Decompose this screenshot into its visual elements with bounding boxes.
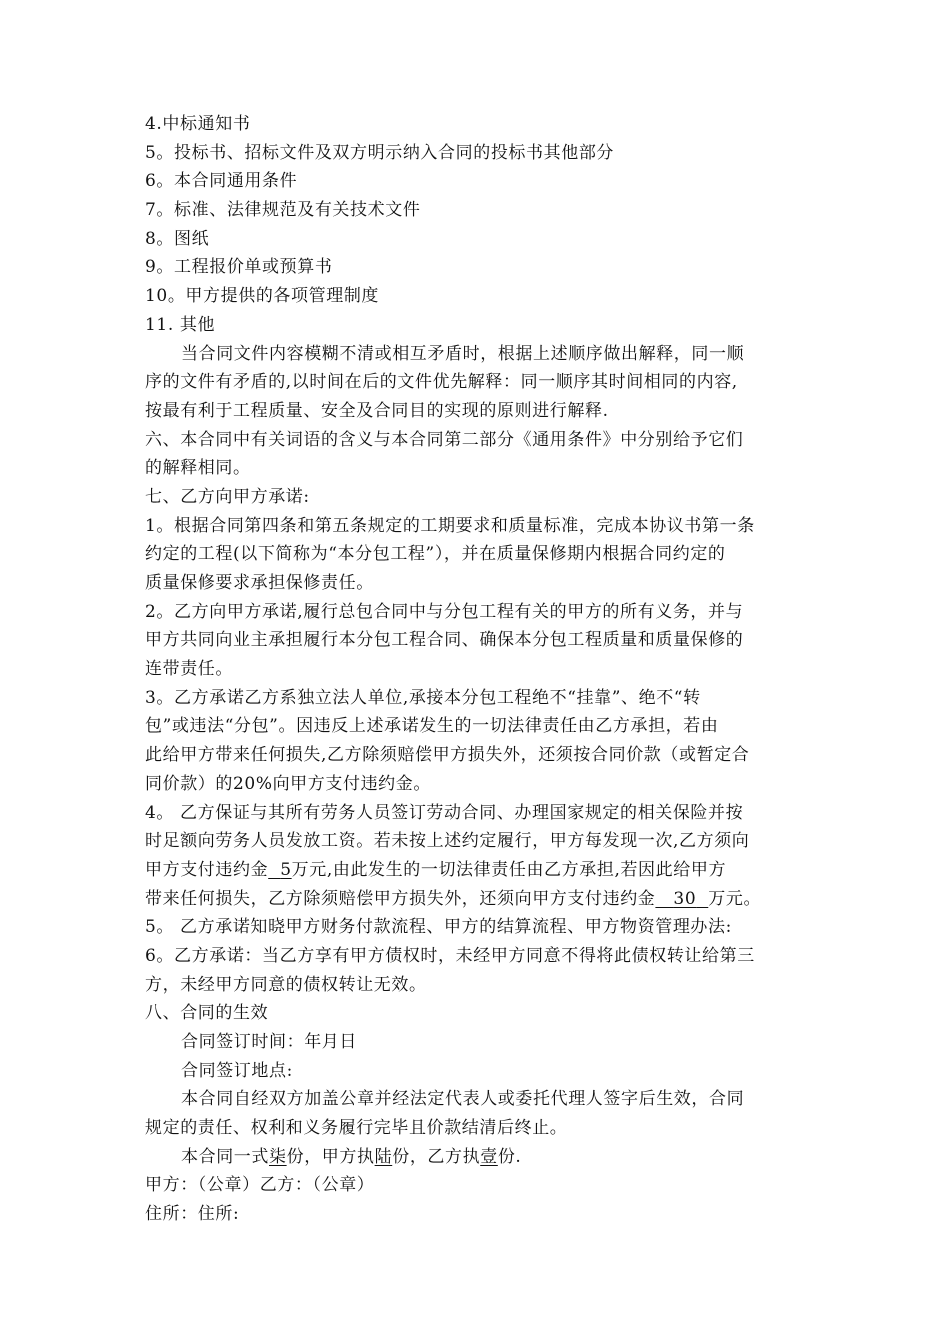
- section-6-line-2: 的解释相同。: [145, 458, 251, 479]
- copies-text-d: 份.: [497, 1146, 522, 1167]
- list-item-7: 7。标准、法律规范及有关技术文件: [145, 200, 421, 221]
- promise-1-line-3: 质量保修要求承担保修责任。: [145, 573, 374, 593]
- penalty-amount-large-value: 30: [673, 888, 697, 909]
- promise-4-unit: 万元。: [708, 888, 762, 909]
- copies-line: [145, 1143, 807, 1172]
- promise-2-line-2: 甲方共同向业主承担履行本分包工程合同、确保本分包工程质量和质量保修的: [145, 630, 744, 651]
- copies-party-b: 壹: [480, 1146, 498, 1167]
- promise-3-line-2: 包”或违法“分包”。因违反上述承诺发生的一切法律责任由乙方承担，若由: [145, 716, 719, 737]
- promise-4-loss-label: 带来任何损失，乙方除须赔偿甲方损失外，还须向甲方支付违约金: [145, 888, 656, 909]
- list-item-9: 9。工程报价单或预算书: [145, 257, 333, 278]
- sign-time: 合同签订时间：年月日: [181, 1032, 357, 1052]
- promise-6-line-1: 6。乙方承诺：当乙方享有甲方债权时，未经甲方同意不得将此债权转让给第三: [145, 945, 755, 966]
- list-item-10: 10。甲方提供的各项管理制度: [145, 286, 380, 307]
- list-item-4: 4.中标通知书: [145, 114, 251, 134]
- promise-2-line-1: 2。乙方向甲方承诺,履行总包合同中与分包工程有关的甲方的所有义务，并与: [145, 601, 744, 622]
- section-8-heading: 八、合同的生效: [145, 1003, 269, 1024]
- promise-4-penalty-label: 甲方支付违约金: [145, 859, 269, 880]
- promise-4-line-4: [145, 885, 807, 914]
- section-6-line-1: 六、本合同中有关词语的含义与本合同第二部分《通用条件》中分别给予它们: [145, 429, 744, 450]
- signature-address: 住所：住所:: [145, 1204, 240, 1225]
- contract-page: [145, 110, 807, 1229]
- promise-3-line-3: 此给甲方带来任何损失,乙方除须赔偿甲方损失外，还须按合同价款（或暂定合: [145, 745, 750, 766]
- interpretation-line-3: 按最有利于工程质量、安全及合同目的实现的原则进行解释.: [145, 400, 609, 421]
- effect-line-1: 本合同自经双方加盖公章并经法定代表人或委托代理人签字后生效，合同: [181, 1089, 745, 1110]
- promise-1-line-1: 1。根据合同第四条和第五条规定的工期要求和质量标准，完成本协议书第一条: [145, 515, 755, 536]
- promise-6-line-2: 方，未经甲方同意的债权转让无效。: [145, 974, 427, 995]
- copies-party-a: 陆: [374, 1146, 393, 1167]
- list-item-8: 8。图纸: [145, 228, 210, 249]
- copies-text-b: 份，甲方执: [286, 1146, 375, 1167]
- list-item-6: 6。本合同通用条件: [145, 171, 298, 192]
- promise-4-penalty-rest: 万元,由此发生的一切法律责任由乙方承担,若因此给甲方: [291, 859, 727, 880]
- interpretation-line-2: 序的文件有矛盾的,以时间在后的文件优先解释：同一顺序其时间相同的内容,: [145, 372, 738, 393]
- promise-5: 5。 乙方承诺知晓甲方财务付款流程、甲方的结算流程、甲方物资管理办法:: [145, 917, 732, 938]
- promise-3-line-4: 同价款）的20%向甲方支付违约金。: [145, 773, 431, 794]
- promise-1-line-2: 约定的工程(以下简称为“本分包工程”），并在质量保修期内根据合同约定的: [145, 544, 726, 565]
- promise-4-line-2: 时足额向劳务人员发放工资。若未按上述约定履行，甲方每发现一次,乙方须向: [145, 831, 750, 852]
- effect-line-2: 规定的责任、权利和义务履行完毕且价款结清后终止。: [145, 1118, 568, 1139]
- promise-4-line-1: 4。 乙方保证与其所有劳务人员签订劳动合同、办理国家规定的相关保险并按: [145, 802, 744, 823]
- promise-3-line-1: 3。乙方承诺乙方系独立法人单位,承接本分包工程绝不“挂靠”、绝不“转: [145, 687, 701, 708]
- copies-text-c: 份，乙方执: [392, 1146, 481, 1167]
- penalty-amount-small-value: 5: [280, 859, 292, 880]
- copies-text-a: 本合同一式: [181, 1146, 269, 1167]
- penalty-amount-large: [655, 889, 708, 909]
- interpretation-line-1: 当合同文件内容模糊不清或相互矛盾时，根据上述顺序做出解释，同一顺: [181, 343, 745, 364]
- penalty-amount-small: [268, 860, 291, 880]
- signature-parties: 甲方：（公章）乙方：（公章）: [145, 1175, 375, 1196]
- list-item-5: 5。投标书、招标文件及双方明示纳入合同的投标书其他部分: [145, 142, 615, 163]
- promise-2-line-3: 连带责任。: [145, 659, 233, 680]
- section-7-heading: 七、乙方向甲方承诺:: [145, 486, 310, 507]
- copies-total: 柒: [269, 1146, 287, 1167]
- list-item-11: 11. 其他: [145, 314, 216, 335]
- promise-4-line-3: [145, 856, 807, 885]
- sign-place: 合同签订地点:: [181, 1060, 293, 1081]
